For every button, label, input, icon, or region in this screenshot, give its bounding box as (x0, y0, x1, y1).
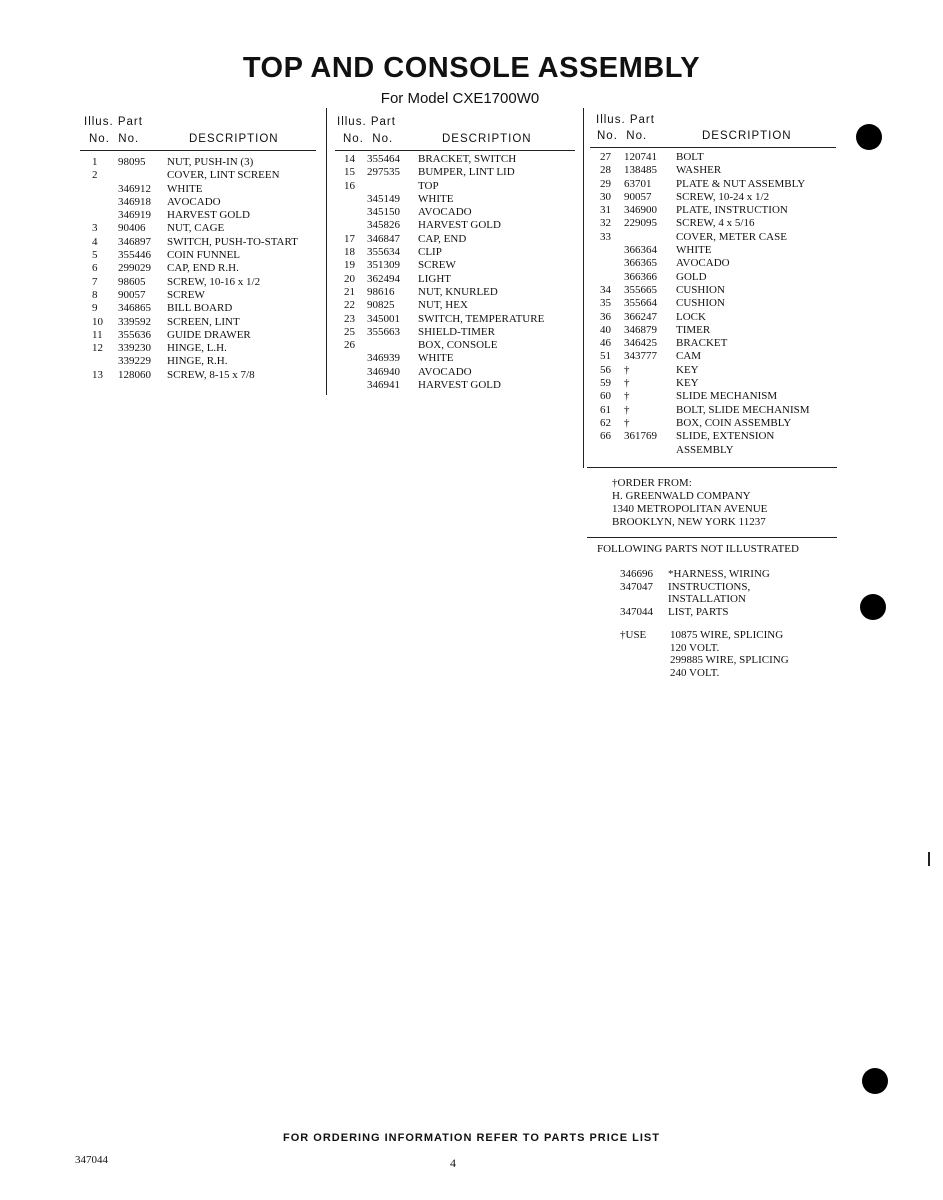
use-label: †USE (620, 629, 647, 641)
part-row (338, 246, 578, 259)
not-illustrated-heading: FOLLOWING PARTS NOT ILLUSTRATED (597, 543, 799, 555)
part-description: HARVEST GOLD (418, 219, 501, 232)
illus-number: 36 (600, 310, 611, 323)
part-number: † (624, 416, 630, 429)
part-row (594, 417, 834, 430)
col2-header-rule (335, 150, 575, 151)
part-row (594, 257, 834, 270)
column-divider-2 (583, 108, 584, 468)
part-row (594, 390, 834, 403)
illus-number: 46 (600, 337, 611, 350)
part-row (82, 302, 322, 315)
part-row (82, 342, 322, 355)
part-row (338, 379, 578, 392)
order-from-block (612, 477, 767, 529)
part-row (594, 377, 834, 390)
illus-number: 27 (600, 151, 611, 163)
part-description: CAP, END (418, 232, 467, 245)
illus-number: 56 (600, 363, 611, 376)
part-number: 343777 (624, 350, 657, 363)
part-number: † (624, 377, 630, 390)
part-number: 297535 (367, 166, 400, 179)
part-row (338, 153, 578, 166)
part-description: SCREW, 10-16 x 1/2 (167, 275, 261, 288)
part-row (594, 297, 834, 310)
part-row (82, 183, 322, 196)
part-description: TOP (418, 179, 439, 192)
col3-header-rule (590, 147, 836, 148)
part-description: KEY (676, 363, 699, 376)
part-description: SLIDE MECHANISM (676, 390, 778, 403)
col3-bottom-rule (587, 467, 837, 468)
illus-number: 30 (600, 190, 611, 203)
part-description: TIMER (676, 323, 711, 336)
part-row (594, 350, 834, 363)
part-number: 355634 (367, 246, 400, 259)
illus-number: 3 (92, 222, 98, 235)
part-description: COVER, METER CASE (676, 230, 787, 243)
part-number: 90057 (118, 288, 146, 301)
part-number: 345826 (367, 219, 400, 232)
part-number: 366366 (624, 270, 657, 283)
part-row (338, 313, 578, 326)
part-number: 98095 (118, 156, 146, 168)
part-description: SWITCH, TEMPERATURE (418, 312, 545, 325)
use-lines (670, 629, 789, 679)
part-number: 346940 (367, 365, 400, 378)
part-row (338, 193, 578, 206)
part-description: BILL BOARD (167, 302, 233, 315)
page-title: TOP AND CONSOLE ASSEMBLY (242, 52, 701, 84)
part-row (594, 311, 834, 324)
part-description: BOX, CONSOLE (418, 339, 498, 352)
part-row (338, 273, 578, 286)
part-row (338, 233, 578, 246)
part-description: CUSHION (676, 297, 725, 310)
part-number: 355663 (367, 325, 400, 338)
illus-number: 20 (344, 272, 355, 285)
part-row (82, 316, 322, 329)
part-description: HINGE, L.H. (167, 342, 227, 355)
not-illustrated-item (620, 593, 840, 606)
part-description: COVER, LINT SCREEN (167, 169, 280, 182)
col1-header-description: DESCRIPTION (189, 133, 279, 145)
part-description: PLATE, INSTRUCTION (676, 204, 788, 217)
part-description: WHITE (676, 244, 712, 257)
part-description: AVOCADO (167, 195, 221, 208)
part-description: CLIP (418, 246, 442, 259)
part-row (594, 178, 834, 191)
part-number: 366247 (624, 310, 657, 323)
part-row (82, 289, 322, 302)
part-description: AVOCADO (418, 206, 472, 219)
part-row (338, 352, 578, 365)
illus-number: 51 (600, 350, 611, 363)
part-number: 361769 (624, 430, 657, 443)
part-row (82, 222, 322, 235)
part-description: SCREW, 10-24 x 1/2 (676, 190, 770, 203)
part-description: NUT, CAGE (167, 222, 225, 235)
part-number: 346847 (367, 232, 400, 245)
part-number: 355665 (624, 283, 657, 296)
part-description: CAP, END R.H. (167, 262, 239, 275)
col2-header-description: DESCRIPTION (442, 133, 532, 145)
part-description: CAM (676, 350, 702, 363)
part-number: 98605 (118, 275, 146, 288)
margin-mark (928, 852, 930, 866)
illus-number: 31 (600, 204, 611, 217)
part-number: 366364 (624, 244, 657, 257)
part-row (338, 206, 578, 219)
part-description: AVOCADO (418, 365, 472, 378)
col3-header-description: DESCRIPTION (702, 130, 792, 142)
part-description: SLIDE, EXTENSION (676, 430, 775, 443)
order-from-line: 1340 METROPOLITAN AVENUE (612, 503, 768, 515)
part-number: 366365 (624, 257, 657, 270)
part-row (594, 244, 834, 257)
parts-column-2 (338, 153, 578, 392)
part-row (594, 284, 834, 297)
part-row (82, 196, 322, 209)
column-divider-1 (326, 108, 327, 395)
part-row (594, 204, 834, 217)
part-row (594, 337, 834, 350)
part-description: BOX, COIN ASSEMBLY (676, 416, 792, 429)
part-description: NUT, HEX (418, 299, 468, 312)
part-description: WASHER (676, 164, 722, 177)
part-number: 90406 (118, 222, 146, 235)
part-row (82, 329, 322, 342)
part-description: LIGHT (418, 272, 451, 285)
part-description: HINGE, R.H. (167, 355, 228, 368)
illus-number: 18 (344, 246, 355, 259)
part-row (338, 299, 578, 312)
not-illustrated-item (620, 568, 840, 581)
part-row (82, 169, 322, 182)
part-row (338, 166, 578, 179)
part-row (594, 191, 834, 204)
part-description: ASSEMBLY (676, 443, 734, 456)
illus-number: 17 (344, 232, 355, 245)
part-number: 299029 (118, 262, 151, 275)
illus-number: 62 (600, 416, 611, 429)
part-number: 362494 (367, 272, 400, 285)
part-number: 138485 (624, 164, 657, 177)
order-from-line: BROOKLYN, NEW YORK 11237 (612, 516, 766, 528)
part-number: 351309 (367, 259, 400, 272)
part-number: 63701 (624, 177, 652, 190)
illus-number: 34 (600, 283, 611, 296)
part-number: 355446 (118, 249, 151, 262)
part-number: 345150 (367, 206, 400, 219)
part-row (594, 364, 834, 377)
illus-number: 61 (600, 403, 611, 416)
part-description: BOLT, SLIDE MECHANISM (676, 403, 810, 416)
part-row (338, 219, 578, 232)
illus-number: 7 (92, 275, 98, 288)
part-description: SWITCH, PUSH-TO-START (167, 235, 298, 248)
part-row (338, 180, 578, 193)
part-description: GOLD (676, 270, 707, 283)
part-description: WHITE (167, 182, 203, 195)
document-number: 347044 (75, 1154, 108, 1166)
part-row (594, 430, 834, 443)
order-from-line: H. GREENWALD COMPANY (612, 490, 751, 502)
col1-header-illus: Illus. Part (84, 116, 143, 128)
page-subtitle: For Model CXE1700W0 (380, 90, 540, 107)
part-number: 355464 (367, 153, 400, 165)
part-number: 229095 (624, 217, 657, 230)
illus-number: 59 (600, 377, 611, 390)
part-row (338, 339, 578, 352)
part-description: BRACKET, SWITCH (418, 153, 517, 165)
illus-number: 28 (600, 164, 611, 177)
part-row (594, 324, 834, 337)
part-number: † (624, 390, 630, 403)
illus-number: 9 (92, 302, 98, 315)
illus-number: 13 (92, 368, 103, 381)
part-row (82, 156, 322, 169)
not-illustrated-rule (587, 537, 837, 538)
part-description: CUSHION (676, 283, 725, 296)
hole-punch (862, 1068, 888, 1094)
illus-number: 1 (92, 156, 98, 168)
part-row (82, 236, 322, 249)
part-description: SCREW (418, 259, 456, 272)
part-number: 120741 (624, 151, 657, 163)
part-description: WHITE (418, 352, 454, 365)
part-row (82, 369, 322, 382)
part-number: 98616 (367, 285, 395, 298)
hole-punch (856, 124, 882, 150)
part-description: BRACKET (676, 337, 728, 350)
use-line: 299885 WIRE, SPLICING (670, 654, 789, 666)
illus-number: 15 (344, 166, 355, 179)
part-row (594, 231, 834, 244)
part-description: LIST, PARTS (668, 605, 729, 618)
part-description: COIN FUNNEL (167, 249, 241, 262)
part-description: GUIDE DRAWER (167, 328, 251, 341)
part-number: 346865 (118, 302, 151, 315)
part-number: 346919 (118, 209, 151, 222)
part-number: † (624, 363, 630, 376)
part-row (82, 355, 322, 368)
illus-number: 12 (92, 342, 103, 355)
part-number: 345149 (367, 192, 400, 205)
illus-number: 26 (344, 339, 355, 352)
not-illustrated-item (620, 581, 840, 594)
part-row (338, 326, 578, 339)
illus-number: 19 (344, 259, 355, 272)
not-illustrated-list (620, 568, 840, 618)
part-number: 346941 (367, 379, 400, 392)
illus-number: 11 (92, 328, 103, 341)
illus-number: 35 (600, 297, 611, 310)
use-line: 120 VOLT. (670, 641, 720, 654)
use-line: 10875 WIRE, SPLICING (670, 629, 784, 641)
part-number: 346900 (624, 204, 657, 217)
illus-number: 5 (92, 249, 98, 262)
part-number: 355664 (624, 297, 657, 310)
part-description: BOLT (676, 151, 704, 163)
illus-number: 33 (600, 230, 611, 243)
illus-number: 29 (600, 177, 611, 190)
illus-number: 60 (600, 390, 611, 403)
illus-number: 23 (344, 312, 355, 325)
illus-number: 4 (92, 235, 98, 248)
col3-header-no: No. No. (597, 130, 648, 142)
part-row (594, 151, 834, 164)
part-description: SCREW, 4 x 5/16 (676, 217, 755, 230)
part-row (82, 276, 322, 289)
part-description: SCREW (167, 288, 205, 301)
part-row (82, 249, 322, 262)
part-number: 346918 (118, 195, 151, 208)
illus-number: 21 (344, 285, 355, 298)
part-description: INSTALLATION (668, 593, 746, 605)
not-illustrated-item (620, 606, 840, 619)
col2-header-illus: Illus. Part (337, 116, 396, 128)
part-number: 347047 (620, 580, 653, 593)
part-description: HARVEST GOLD (167, 209, 250, 222)
part-description: SCREEN, LINT (167, 315, 240, 328)
part-number: 346912 (118, 182, 151, 195)
part-row (338, 286, 578, 299)
part-description: NUT, KNURLED (418, 285, 498, 298)
part-description: SHIELD-TIMER (418, 325, 495, 338)
part-description: SCREW, 8-15 x 7/8 (167, 368, 255, 381)
part-number: 339592 (118, 315, 151, 328)
order-from-heading: †ORDER FROM: (612, 477, 692, 489)
part-number: 345001 (367, 312, 400, 325)
part-number: † (624, 403, 630, 416)
part-description: KEY (676, 377, 699, 390)
part-description: AVOCADO (676, 257, 730, 270)
part-description: NUT, PUSH-IN (3) (167, 156, 254, 168)
col1-header-no: No. No. (89, 133, 140, 145)
illus-number: 10 (92, 315, 103, 328)
part-description: *HARNESS, WIRING (668, 568, 770, 580)
part-row (594, 404, 834, 417)
part-row (594, 271, 834, 284)
part-description: BUMPER, LINT LID (418, 166, 515, 179)
part-row (338, 259, 578, 272)
part-number: 128060 (118, 368, 151, 381)
part-row (594, 164, 834, 177)
part-number: 347044 (620, 605, 653, 618)
ordering-footer: FOR ORDERING INFORMATION REFER TO PARTS PRICE LIST (283, 1132, 660, 1144)
col1-header-rule (80, 150, 316, 151)
illus-number: 14 (344, 153, 355, 165)
part-number: 346939 (367, 352, 400, 365)
part-row (594, 444, 834, 457)
part-number: 355636 (118, 328, 151, 341)
part-description: INSTRUCTIONS, (668, 580, 751, 593)
use-line: 240 VOLT. (670, 666, 720, 679)
part-row (82, 262, 322, 275)
parts-column-1 (82, 156, 322, 382)
part-row (338, 366, 578, 379)
hole-punch (860, 594, 886, 620)
illus-number: 6 (92, 262, 98, 275)
illus-number: 66 (600, 430, 611, 443)
part-number: 339230 (118, 342, 151, 355)
part-number: 346425 (624, 337, 657, 350)
part-number: 346696 (620, 568, 653, 580)
illus-number: 22 (344, 299, 355, 312)
col3-header-illus: Illus. Part (596, 114, 655, 126)
part-number: 339229 (118, 355, 151, 368)
illus-number: 16 (344, 179, 355, 192)
part-number: 346897 (118, 235, 151, 248)
col2-header-no: No. No. (343, 133, 394, 145)
part-description: LOCK (676, 310, 706, 323)
page-number: 4 (450, 1156, 456, 1170)
part-number: 90825 (367, 299, 395, 312)
parts-column-3 (594, 151, 834, 457)
part-description: WHITE (418, 192, 454, 205)
illus-number: 2 (92, 169, 98, 182)
illus-number: 25 (344, 325, 355, 338)
part-row (82, 209, 322, 222)
illus-number: 40 (600, 323, 611, 336)
illus-number: 32 (600, 217, 611, 230)
part-number: 346879 (624, 323, 657, 336)
part-number: 90057 (624, 190, 652, 203)
part-description: HARVEST GOLD (418, 379, 501, 392)
illus-number: 8 (92, 288, 98, 301)
part-row (594, 217, 834, 230)
part-description: PLATE & NUT ASSEMBLY (676, 177, 806, 190)
